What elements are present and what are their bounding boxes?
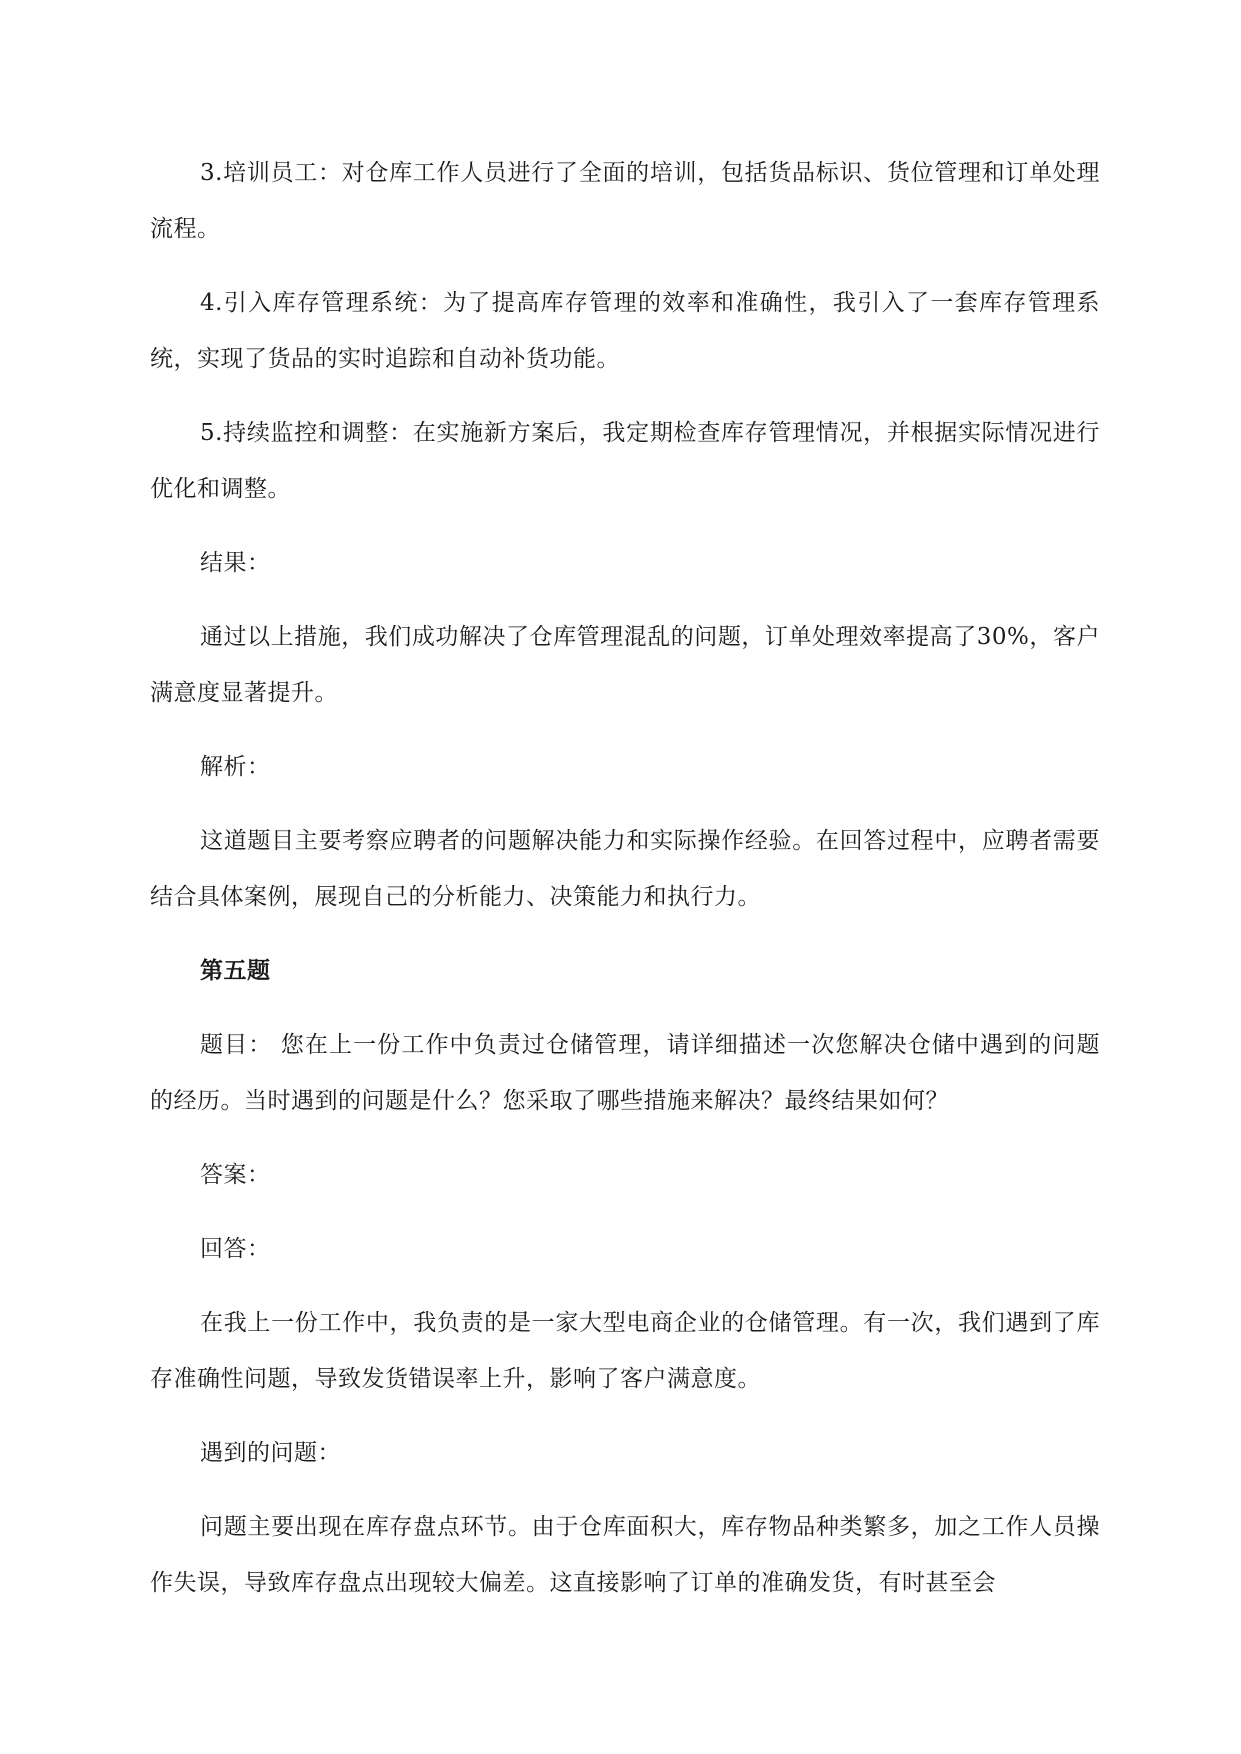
- list-item-inventory-system: 4.引入库存管理系统：为了提高库存管理的效率和准确性，我引入了一套库存管理系统，实现了货品的实时追踪和自动补货功能。: [150, 290, 1100, 372]
- analysis-paragraph: 这道题目主要考察应聘者的问题解决能力和实际操作经验。在回答过程中，应聘者需要结合具体案例，展现自己的分析能力、决策能力和执行力。: [150, 828, 1100, 910]
- question-paragraph: 题目： 您在上一份工作中负责过仓储管理，请详细描述一次您解决仓储中遇到的问题的经历。当时遇到的问题是什么？您采取了哪些措施来解决？最终结果如何？: [150, 1032, 1100, 1114]
- list-item-training: 3.培训员工：对仓库工作人员进行了全面的培训，包括货品标识、货位管理和订单处理流程。: [150, 160, 1100, 242]
- problem-label: 遇到的问题：: [200, 1440, 341, 1466]
- question-five-heading: 第五题: [200, 957, 271, 984]
- result-label: 结果：: [200, 550, 271, 576]
- answer-label: 答案：: [200, 1162, 271, 1188]
- result-paragraph: 通过以上措施，我们成功解决了仓库管理混乱的问题，订单处理效率提高了30%，客户满意度显著提升。: [150, 624, 1100, 706]
- list-item-monitoring: 5.持续监控和调整：在实施新方案后，我定期检查库存管理情况，并根据实际情况进行优化和调整。: [150, 420, 1100, 502]
- analysis-label: 解析：: [200, 754, 271, 780]
- response-label: 回答：: [200, 1236, 271, 1262]
- response-paragraph: 在我上一份工作中，我负责的是一家大型电商企业的仓储管理。有一次，我们遇到了库存准确性问题，导致发货错误率上升，影响了客户满意度。: [150, 1310, 1100, 1392]
- document-body: [150, 145, 1100, 1629]
- problem-paragraph: 问题主要出现在库存盘点环节。由于仓库面积大，库存物品种类繁多，加之工作人员操作失误，导致库存盘点出现较大偏差。这直接影响了订单的准确发货，有时甚至会: [150, 1514, 1100, 1596]
